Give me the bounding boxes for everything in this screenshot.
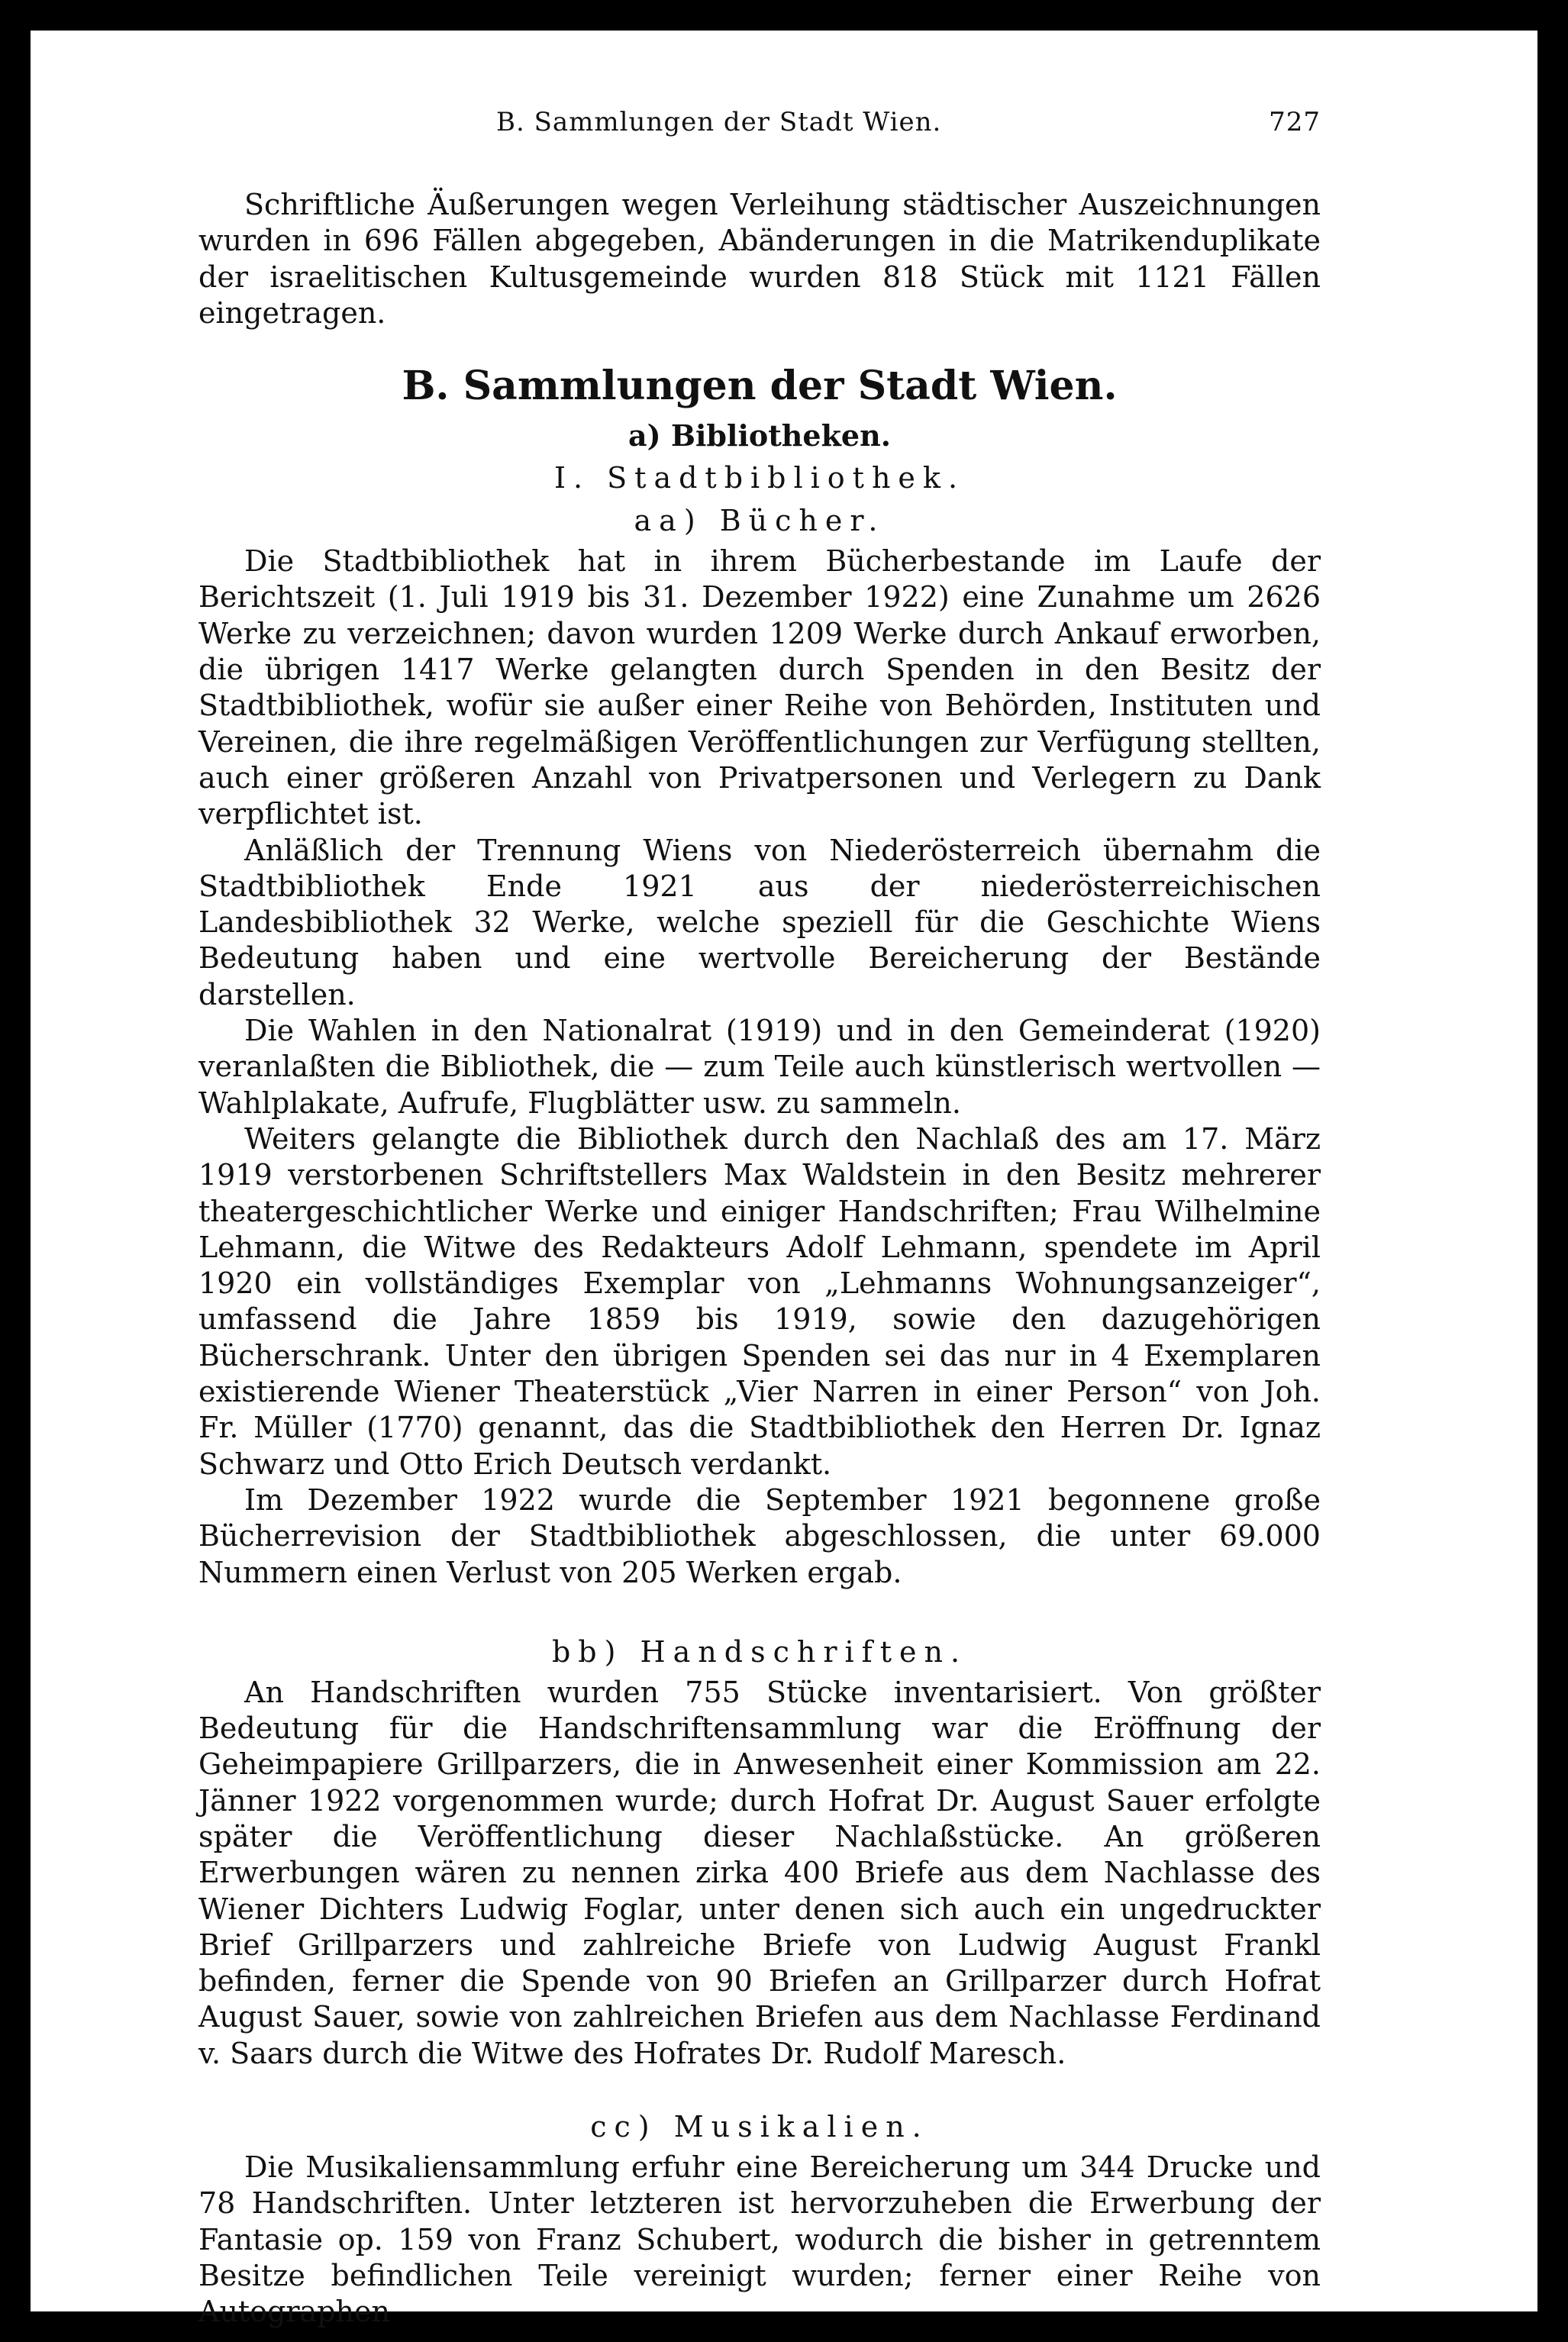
section-title: B. Sammlungen der Stadt Wien.	[402, 363, 1118, 410]
paragraph-musikalien: Die Musikaliensammlung erfuhr eine Bereicherung um 344 Drucke und 78 Handschriften. Unter letzteren ist hervorzuheben die Erwerbung der Fantasie op. 159 von Franz Schubert, wodurch die bisher in getrenntem Besitze befindlichen Teile vereinigt wurden; ferner einer Reihe von Autographen	[198, 2150, 1321, 2329]
subsection-heading-bibliotheken: a) Bibliotheken.	[628, 418, 891, 453]
running-header	[198, 107, 1321, 137]
page-content	[198, 187, 1321, 2331]
page-number: 727	[1269, 107, 1321, 137]
heading-musikalien: cc) Musikalien.	[590, 2110, 929, 2144]
paragraph-buecher-5: Im Dezember 1922 wurde die September 1921 begonnene große Bücherrevision der Stadtbibliothek abgeschlossen, die unter 69.000 Nummern einen Verlust von 205 Werken ergab.	[198, 1482, 1321, 1589]
paragraph-buecher-1: Die Stadtbibliothek hat in ihrem Bücherbestande im Laufe der Berichtszeit (1. Juli 1919 bis 31. Dezember 1922) eine Zunahme um 2626 Werke zu verzeichnen; davon wurden 1209 Werke durch Ankauf erworben, die übrigen 1417 Werke gelangten durch Spenden in den Besitz der Stadtbibliothek, wofür sie außer einer Reihe von Behörden, Instituten und Vereinen, die ihre regelmäßigen Veröffentlichungen zur Verfügung stellten, auch einer größeren Anzahl von Privatpersonen und Verlegern zu Dank verpflichtet ist.	[198, 544, 1321, 831]
spacer	[198, 2072, 1321, 2104]
document-page	[31, 31, 1537, 2329]
paragraph-handschriften: An Handschriften wurden 755 Stücke inventarisiert. Von größter Bedeutung für die Handschriftensammlung war die Eröffnung der Geheimpapiere Grillparzers, die in Anwesenheit einer Kommission am 22. Jänner 1922 vorgenommen wurde; durch Hofrat Dr. August Sauer erfolgte später die Veröffentlichung dieser Nachlaßstücke. An größeren Erwerbungen wären zu nennen zirka 400 Briefe aus dem Nachlasse des Wiener Dichters Ludwig Foglar, unter denen sich auch ein ungedruckter Brief Grillparzers und zahlreiche Briefe von Ludwig August Frankl befinden, ferner die Spende von 90 Briefen an Grillparzer durch Hofrat August Sauer, sowie von zahlreichen Briefen aus dem Nachlasse Ferdinand v. Saars durch die Witwe des Hofrates Dr. Rudolf Maresch.	[198, 1675, 1321, 2070]
paragraph-buecher-4: Weiters gelangte die Bibliothek durch den Nachlaß des am 17. März 1919 verstorbenen Schriftstellers Max Waldstein in den Besitz mehrerer theatergeschichtlicher Werke und einiger Handschriften; Frau Wilhelmine Lehmann, die Witwe des Redakteurs Adolf Lehmann, spendete im April 1920 ein vollständiges Exemplar von „Lehmanns Wohnungsanzeiger“, umfassend die Jahre 1859 bis 1919, sowie den dazugehörigen Bücherschrank. Unter den übrigen Spenden sei das nur in 4 Exemplaren existierende Wiener Theaterstück „Vier Narren in einer Person“ von Joh. Fr. Müller (1770) genannt, das die Stadtbibliothek den Herren Dr. Ignaz Schwarz und Otto Erich Deutsch verdankt.	[198, 1121, 1321, 1481]
heading-buecher: aa) Bücher.	[634, 504, 886, 538]
running-title: B. Sammlungen der Stadt Wien.	[496, 107, 942, 137]
paragraph-buecher-3: Die Wahlen in den Nationalrat (1919) und in den Gemeinderat (1920) veranlaßten die Bibliothek, die — zum Teile auch künstlerisch wertvollen — Wahlplakate, Aufrufe, Flugblätter usw. zu sammeln.	[198, 1014, 1321, 1120]
intro-paragraph: Schriftliche Äußerungen wegen Verleihung städtischer Auszeichnungen wurden in 696 Fällen abgegeben, Abänderungen in die Matrikenduplikate der israelitischen Kultusgemeinde wurden 818 Stück mit 1121 Fällen eingetragen.	[198, 188, 1321, 330]
subsection-heading-stadtbibliothek: I. Stadtbibliothek.	[553, 461, 966, 495]
heading-handschriften: bb) Handschriften.	[551, 1634, 968, 1669]
paragraph-buecher-2: Anläßlich der Trennung Wiens von Niederösterreich übernahm die Stadtbibliothek Ende 1921 aus der niederösterreichischen Landesbibliothek 32 Werke, welche speziell für die Geschichte Wiens Bedeutung haben und eine wertvolle Bereicherung der Bestände darstellen.	[198, 833, 1321, 1011]
spacer	[198, 1591, 1321, 1629]
